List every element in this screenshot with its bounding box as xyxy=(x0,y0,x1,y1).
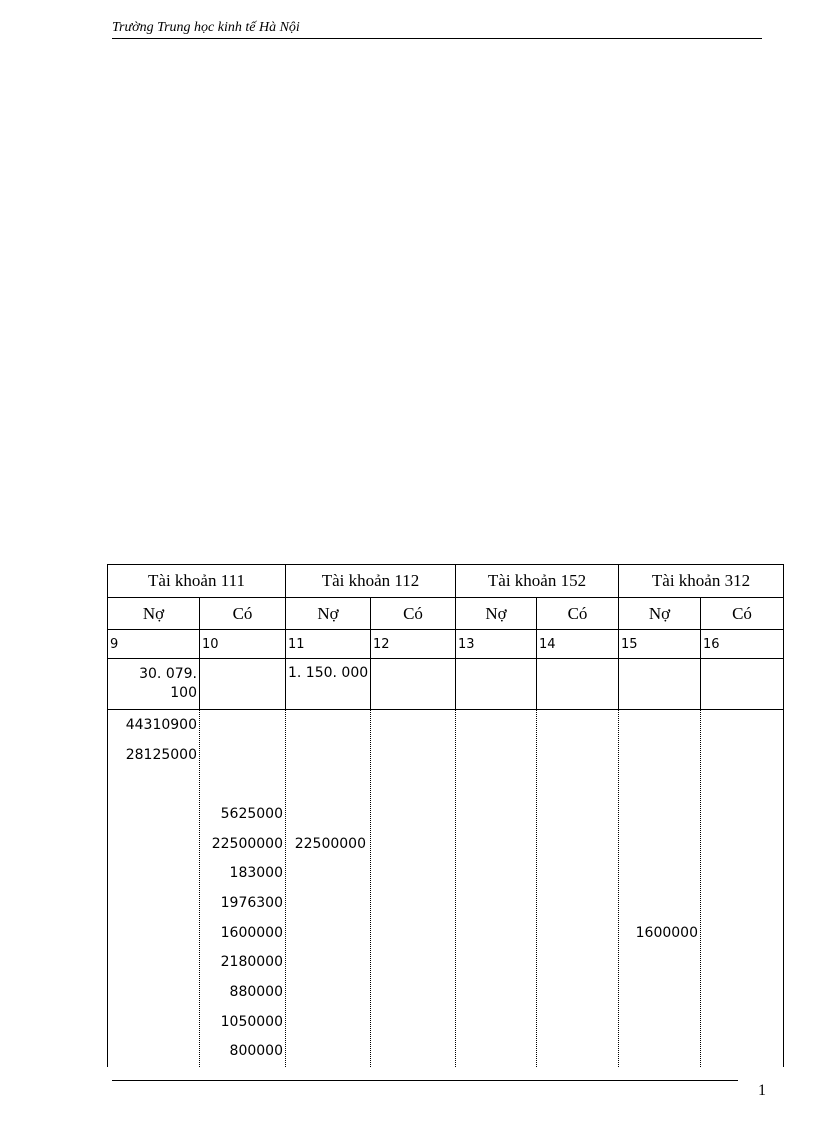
opening-balance-111-debit: 30. 079. 100 xyxy=(108,659,200,710)
entry-value: 1050000 xyxy=(220,1014,283,1030)
debit-header: Nợ xyxy=(619,598,701,630)
debit-credit-row xyxy=(108,598,784,630)
tk152-credit-column xyxy=(537,710,619,1068)
column-number: 12 xyxy=(371,630,456,659)
entry-value: 5625000 xyxy=(220,806,283,822)
tk111-credit-column xyxy=(200,710,286,1068)
empty-cell xyxy=(619,659,701,710)
column-number-row xyxy=(108,630,784,659)
entry-value: 22500000 xyxy=(211,836,283,852)
entry-value: 1600000 xyxy=(220,925,283,941)
opening-balance-112-debit: 1. 150. 000 xyxy=(286,659,371,710)
column-number: 13 xyxy=(456,630,537,659)
empty-cell xyxy=(537,659,619,710)
empty-cell xyxy=(701,659,784,710)
credit-header: Có xyxy=(200,598,286,630)
empty-cell xyxy=(456,659,537,710)
column-number: 10 xyxy=(200,630,286,659)
account-header-row xyxy=(108,565,784,598)
account-header-111: Tài khoản 111 xyxy=(108,565,286,598)
account-header-152: Tài khoản 152 xyxy=(456,565,619,598)
entry-value: 2180000 xyxy=(220,954,283,970)
entry-value: 880000 xyxy=(229,984,283,1000)
entry-value: 183000 xyxy=(229,865,283,881)
tk111-debit-column xyxy=(108,710,200,1068)
empty-cell xyxy=(371,659,456,710)
footer-rule xyxy=(112,1080,738,1081)
ledger-table xyxy=(107,564,784,1067)
account-header-112: Tài khoản 112 xyxy=(286,565,456,598)
page-header-title: Trường Trung học kinh tế Hà Nội xyxy=(112,20,300,35)
column-number: 15 xyxy=(619,630,701,659)
account-header-312: Tài khoản 312 xyxy=(619,565,784,598)
header-rule xyxy=(112,38,762,39)
column-number: 9 xyxy=(108,630,200,659)
debit-header: Nợ xyxy=(456,598,537,630)
opening-balance-row xyxy=(108,659,784,710)
entry-value: 800000 xyxy=(229,1043,283,1059)
empty-cell xyxy=(200,659,286,710)
tk112-credit-column xyxy=(371,710,456,1068)
credit-header: Có xyxy=(701,598,784,630)
column-number: 11 xyxy=(286,630,371,659)
entries-row xyxy=(108,710,784,1068)
column-number: 14 xyxy=(537,630,619,659)
entry-value: 1600000 xyxy=(635,925,698,941)
credit-header: Có xyxy=(371,598,456,630)
credit-header: Có xyxy=(537,598,619,630)
tk112-debit-column xyxy=(286,710,371,1068)
entry-value: 28125000 xyxy=(125,747,197,763)
tk312-credit-column xyxy=(701,710,784,1068)
debit-header: Nợ xyxy=(108,598,200,630)
page-number: 1 xyxy=(758,1082,766,1099)
entry-value: 1976300 xyxy=(220,895,283,911)
tk312-debit-column xyxy=(619,710,701,1068)
entry-value: 22500000 xyxy=(294,836,366,852)
column-number: 16 xyxy=(701,630,784,659)
debit-header: Nợ xyxy=(286,598,371,630)
tk152-debit-column xyxy=(456,710,537,1068)
entry-value: 44310900 xyxy=(125,717,197,733)
